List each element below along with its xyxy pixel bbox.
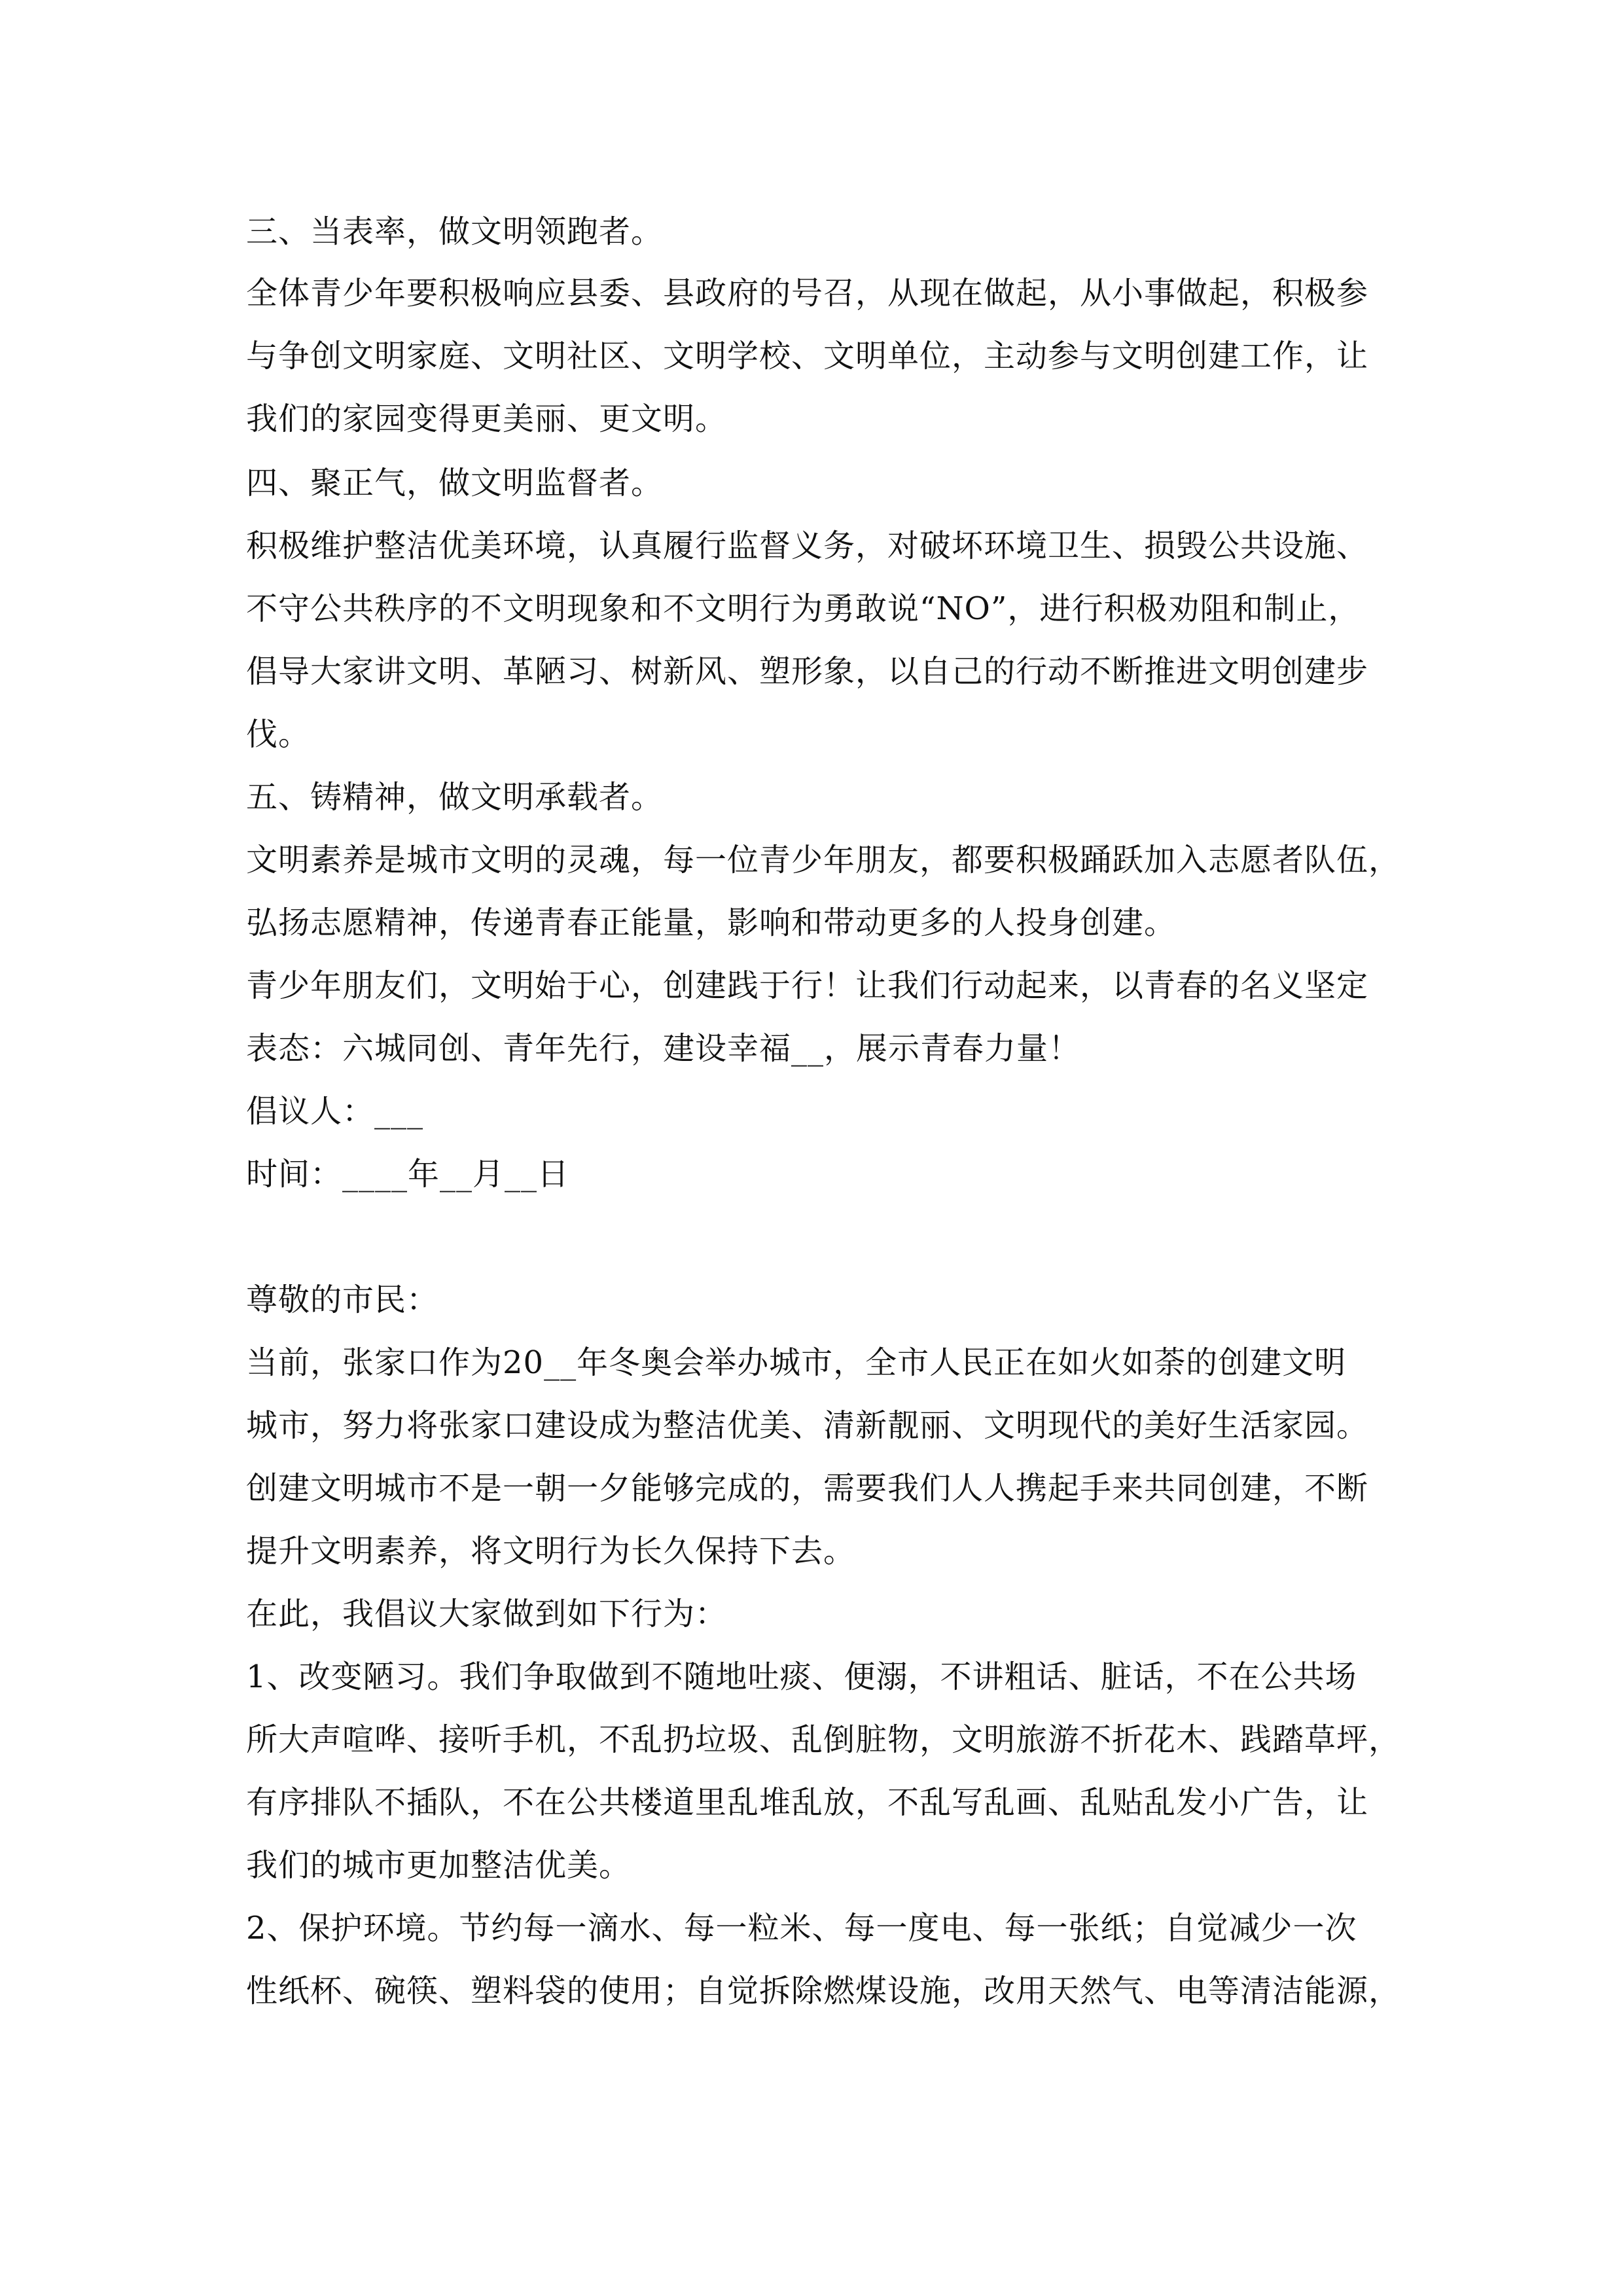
list-item-line: 1、改变陋习。我们争取做到不随地吐痰、便溺，不讲粗话、脏话，不在公共场 bbox=[246, 1659, 1357, 1695]
proposer-line: 倡议人：___ bbox=[246, 1093, 424, 1130]
paragraph-line: 在此，我倡议大家做到如下行为： bbox=[246, 1596, 728, 1632]
paragraph-line: 创建文明城市不是一朝一夕能够完成的，需要我们人人携起手来共同创建，不断 bbox=[246, 1470, 1369, 1507]
paragraph-line: 城市，努力将张家口建设成为整洁优美、清新靓丽、文明现代的美好生活家园。 bbox=[246, 1407, 1369, 1444]
paragraph-line: 青少年朋友们，文明始于心，创建践于行！让我们行动起来，以青春的名义坚定 bbox=[246, 967, 1369, 1004]
paragraph-line: 我们的家园变得更美丽、更文明。 bbox=[246, 401, 728, 437]
paragraph-line: 我们的城市更加整洁优美。 bbox=[246, 1847, 632, 1884]
list-item-line: 2、保护环境。节约每一滴水、每一粒米、每一度电、每一张纸；自觉减少一次 bbox=[246, 1910, 1357, 1946]
date-line: 时间：____年__月__日 bbox=[246, 1156, 570, 1193]
paragraph-line: 全体青少年要积极响应县委、县政府的号召，从现在做起，从小事做起，积极参 bbox=[246, 275, 1369, 312]
paragraph-line: 提升文明素养，将文明行为长久保持下去。 bbox=[246, 1533, 856, 1570]
paragraph-line: 当前，张家口作为20__年冬奥会举办城市，全市人民正在如火如荼的创建文明 bbox=[246, 1344, 1347, 1381]
paragraph-line: 表态：六城同创、青年先行，建设幸福__，展示青春力量！ bbox=[246, 1030, 1081, 1067]
heading-five: 五、铸精神，做文明承载者。 bbox=[246, 779, 664, 816]
paragraph-line: 与争创文明家庭、文明社区、文明学校、文明单位，主动参与文明创建工作，让 bbox=[246, 338, 1369, 374]
salutation: 尊敬的市民： bbox=[246, 1282, 439, 1318]
paragraph-line: 积极维护整洁优美环境，认真履行监督义务，对破坏环境卫生、损毁公共设施、 bbox=[246, 528, 1369, 564]
paragraph-line: 文明素养是城市文明的灵魂，每一位青少年朋友，都要积极踊跃加入志愿者队伍， bbox=[246, 842, 1401, 878]
paragraph-line: 性纸杯、碗筷、塑料袋的使用；自觉拆除燃煤设施，改用天然气、电等清洁能源， bbox=[246, 1973, 1401, 2009]
heading-three: 三、当表率，做文明领跑者。 bbox=[246, 213, 664, 250]
paragraph-line: 弘扬志愿精神，传递青春正能量，影响和带动更多的人投身创建。 bbox=[246, 905, 1177, 941]
paragraph-line: 伐。 bbox=[246, 716, 311, 753]
heading-four: 四、聚正气，做文明监督者。 bbox=[246, 465, 664, 501]
paragraph-line: 不守公共秩序的不文明现象和不文明行为勇敢说“NO”，进行积极劝阻和制止， bbox=[246, 590, 1361, 627]
paragraph-line: 所大声喧哗、接听手机，不乱扔垃圾、乱倒脏物，文明旅游不折花木、践踏草坪， bbox=[246, 1721, 1401, 1758]
paragraph-line: 倡导大家讲文明、革陋习、树新风、塑形象，以自己的行动不断推进文明创建步 bbox=[246, 653, 1369, 690]
paragraph-line: 有序排队不插队，不在公共楼道里乱堆乱放，不乱写乱画、乱贴乱发小广告，让 bbox=[246, 1784, 1369, 1821]
